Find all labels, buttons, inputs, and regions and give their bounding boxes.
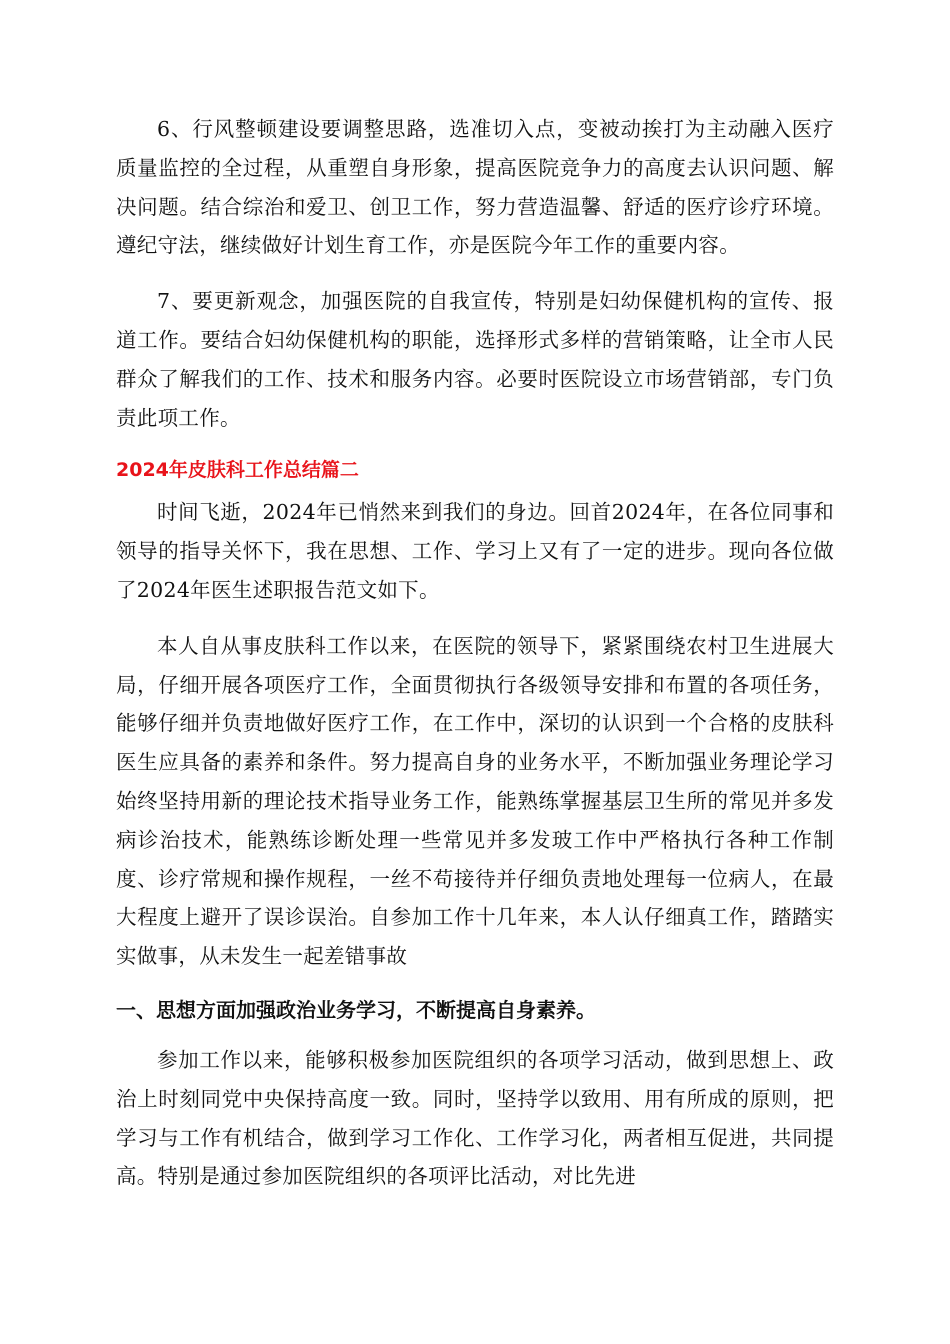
section-title: 2024年皮肤科工作总结篇二 — [116, 459, 359, 482]
paragraph-item-7: 7、要更新观念，加强医院的自我宣传，特别是妇幼保健机构的宣传、报道工作。要结合妇幼保健机构的职能，选择形式多样的营销策略，让全市人民群众了解我们的工作、技术和服务内容。必要时医院设立市场营销部，专门负责此项工作。 — [116, 289, 834, 430]
document-page — [116, 110, 834, 1196]
section-paragraph-body: 本人自从事皮肤科工作以来，在医院的领导下，紧紧围绕农村卫生进展大局，仔细开展各项医疗工作，全面贯彻执行各级领导安排和布置的各项任务，能够仔细并负责地做好医疗工作，在工作中，深切的认识到一个合格的皮肤科医生应具备的素养和条件。努力提高自身的业务水平，不断加强业务理论学习始终坚持用新的理论技术指导业务工作，能熟练掌握基层卫生所的常见并多发病诊治技术，能熟练诊断处理一些常见并多发玻工作中严格执行各种工作制度、诊疗常规和操作规程，一丝不苟接待并仔细负责地处理每一位病人，在最大程度上避开了误诊误治。自参加工作十几年来，本人认仔细真工作，踏踏实实做事，从未发生一起差错事故 — [116, 633, 834, 969]
sub-paragraph: 参加工作以来，能够积极参加医院组织的各项学习活动，做到思想上、政治上时刻同党中央保持高度一致。同时，坚持学以致用、用有所成的原则，把学习与工作有机结合，做到学习工作化、工作学习化，两者相互促进，共同提高。特别是通过参加医院组织的各项评比活动，对比先进 — [116, 1047, 834, 1189]
subheading: 一、思想方面加强政治业务学习，不断提高自身素养。 — [116, 997, 596, 1022]
section-paragraph-intro: 时间飞逝，2024年已悄然来到我们的身边。回首2024年，在各位同事和领导的指导关怀下，我在思想、工作、学习上又有了一定的进步。现向各位做了2024年医生述职报告范文如下。 — [116, 500, 834, 602]
paragraph-item-6: 6、行风整顿建设要调整思路，选准切入点，变被动挨打为主动融入医疗质量监控的全过程，从重塑自身形象，提高医院竞争力的高度去认识问题、解决问题。结合综治和爱卫、创卫工作，努力营造温馨、舒适的医疗诊疗环境。遵纪守法，继续做好计划生育工作，亦是医院今年工作的重要内容。 — [116, 117, 834, 258]
